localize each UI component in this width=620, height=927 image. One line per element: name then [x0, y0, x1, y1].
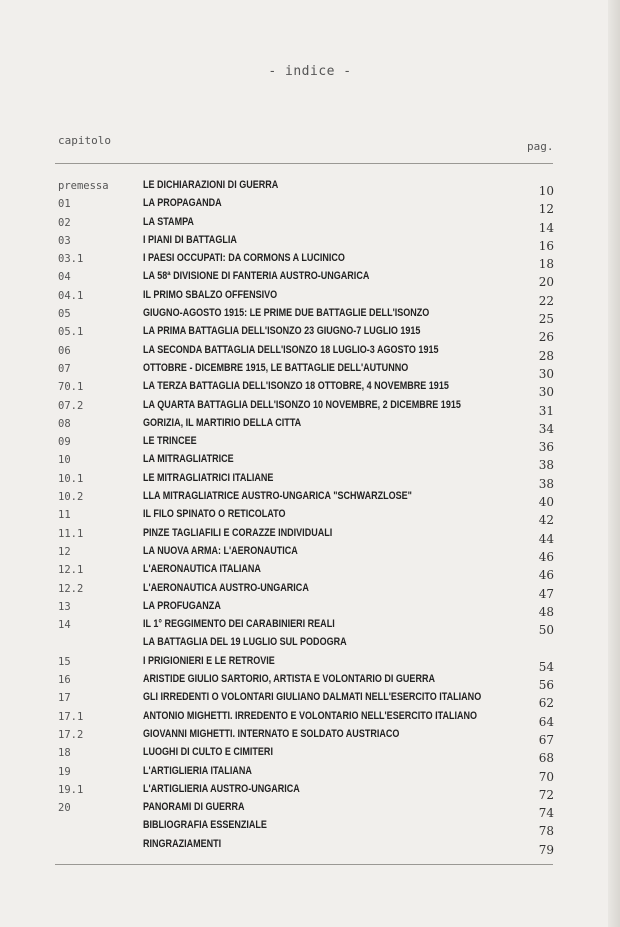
chapter-number: premessa [58, 180, 109, 192]
toc-entry [0, 691, 620, 709]
toc-entry [0, 216, 620, 234]
toc-entry [0, 508, 620, 526]
toc-entry [0, 307, 620, 325]
chapter-number: 17.2 [58, 728, 84, 741]
chapter-title: LA PROFUGANZA [143, 599, 221, 612]
page-number: 12 [538, 202, 554, 217]
toc-entry [0, 362, 620, 380]
chapter-number: 05.1 [58, 326, 84, 339]
chapter-title: BIBLIOGRAFIA ESSENZIALE [143, 819, 267, 832]
chapter-number: 07 [58, 362, 71, 375]
page-number: 22 [538, 293, 554, 308]
toc-entry [0, 545, 620, 563]
chapter-title: IL 1° REGGIMENTO DEI CARABINIERI REALI [143, 618, 335, 631]
toc-entry [0, 746, 620, 764]
toc-entry [0, 728, 620, 746]
page-number: 10 [538, 184, 554, 198]
page-number: 50 [538, 623, 554, 638]
toc-entry [0, 618, 620, 636]
chapter-title: GIOVANNI MIGHETTI. INTERNATO E SOLDATO AUSTRIACO [143, 727, 400, 740]
chapter-number: 10 [58, 454, 71, 467]
chapter-title: IL FILO SPINATO O RETICOLATO [143, 508, 286, 521]
page-number: 46 [538, 568, 554, 583]
page-number: 47 [538, 586, 554, 601]
toc-entry [0, 399, 620, 417]
chapter-title: LA BATTAGLIA DEL 19 LUGLIO SUL PODOGRA [143, 636, 347, 649]
chapter-number: 19 [58, 765, 71, 778]
table-of-contents [0, 179, 620, 856]
chapter-number: 11.1 [58, 527, 84, 540]
page-number: 26 [538, 330, 554, 345]
chapter-title: L'ARTIGLIERIA ITALIANA [143, 764, 252, 777]
page-title: - indice - [268, 64, 352, 79]
page-number: 46 [538, 549, 554, 564]
page-number: 48 [538, 604, 554, 619]
chapter-title: LA PRIMA BATTAGLIA DELL'ISONZO 23 GIUGNO-7 LUGLIO 1915 [143, 325, 421, 338]
chapter-title: LLA MITRAGLIATRICE AUSTRO-UNGARICA "SCHWARZLOSE" [143, 490, 412, 503]
toc-entry [0, 179, 620, 197]
page-number: 16 [538, 238, 554, 253]
page-number: 20 [538, 275, 554, 290]
chapter-title: LA MITRAGLIATRICE [143, 453, 234, 466]
chapter-number: 04.1 [58, 289, 84, 302]
chapter-number: 09 [58, 436, 71, 449]
page-number: 36 [538, 440, 554, 455]
chapter-title: L'AERONAUTICA ITALIANA [143, 563, 261, 576]
toc-entry [0, 636, 620, 654]
chapter-number: 18 [58, 747, 71, 760]
toc-entry [0, 838, 620, 856]
chapter-number: 07.2 [58, 399, 84, 412]
top-divider [55, 163, 553, 164]
page-number: 70 [538, 769, 554, 784]
chapter-number: 19.1 [58, 783, 84, 796]
page-number: 30 [538, 385, 554, 400]
chapter-title: PANORAMI DI GUERRA [143, 801, 245, 814]
chapter-title: GLI IRREDENTI O VOLONTARI GIULIANO DALMATI NELL'ESERCITO ITALIANO [143, 691, 482, 704]
page-number: 72 [538, 787, 554, 802]
page-number: 38 [538, 476, 554, 491]
page-number: 31 [538, 403, 554, 418]
chapter-number: 03 [58, 234, 71, 247]
page-number: 34 [538, 421, 554, 436]
page-number: 40 [538, 495, 554, 510]
bottom-divider [55, 864, 553, 865]
chapter-number: 10.1 [58, 472, 84, 485]
toc-entry [0, 417, 620, 435]
toc-entry [0, 344, 620, 362]
page-number: 44 [538, 531, 554, 546]
chapter-title: LA 58ª DIVISIONE DI FANTERIA AUSTRO-UNGARICA [143, 270, 370, 283]
toc-entry [0, 582, 620, 600]
toc-entry [0, 289, 620, 307]
toc-entry [0, 527, 620, 545]
page-number: 74 [538, 806, 554, 821]
toc-entry [0, 234, 620, 252]
chapter-title: LE MITRAGLIATRICI ITALIANE [143, 471, 274, 484]
chapter-number: 20 [58, 802, 71, 815]
chapter-number: 11 [58, 509, 71, 522]
chapter-number: 12.2 [58, 582, 84, 595]
toc-entry [0, 655, 620, 673]
toc-entry [0, 490, 620, 508]
page-number: 30 [538, 366, 554, 381]
chapter-number: 08 [58, 417, 71, 430]
chapter-title: LE DICHIARAZIONI DI GUERRA [143, 179, 279, 191]
chapter-title: OTTOBRE - DICEMBRE 1915, LE BATTAGLIE DELL'AUTUNNO [143, 361, 409, 374]
chapter-title: IL PRIMO SBALZO OFFENSIVO [143, 288, 278, 301]
chapter-number: 03.1 [58, 253, 84, 266]
page-column-header: pag. [527, 140, 554, 153]
page-number: 38 [538, 458, 554, 473]
page-number: 42 [538, 513, 554, 528]
page-number: 68 [538, 751, 554, 766]
toc-entry [0, 600, 620, 618]
chapter-number: 70.1 [58, 381, 84, 394]
chapter-number: 01 [58, 198, 71, 211]
page-number: 79 [538, 842, 554, 857]
chapter-title: ARISTIDE GIULIO SARTORIO, ARTISTA E VOLONTARIO DI GUERRA [143, 673, 435, 686]
page-number: 18 [538, 257, 554, 272]
chapter-number: 06 [58, 344, 71, 357]
chapter-title: LUOGHI DI CULTO E CIMITERI [143, 746, 273, 759]
chapter-title: LA TERZA BATTAGLIA DELL'ISONZO 18 OTTOBRE, 4 NOVEMBRE 1915 [143, 380, 449, 393]
chapter-title: GIUGNO-AGOSTO 1915: LE PRIME DUE BATTAGLIE DELL'ISONZO [143, 307, 430, 320]
chapter-title: LE TRINCEE [143, 435, 197, 448]
page-number: 28 [538, 348, 554, 363]
toc-entry [0, 765, 620, 783]
toc-entry [0, 801, 620, 819]
chapter-number: 02 [58, 216, 71, 229]
chapter-number: 05 [58, 308, 71, 321]
chapter-title: I PIANI DI BATTAGLIA [143, 233, 237, 246]
chapter-title: LA PROPAGANDA [143, 197, 222, 210]
chapter-title: I PRIGIONIERI E LE RETROVIE [143, 654, 275, 667]
page-number: 78 [538, 824, 554, 839]
chapter-number: 10.2 [58, 491, 84, 504]
toc-entry [0, 673, 620, 691]
toc-entry [0, 819, 620, 837]
page-number: 56 [538, 678, 554, 693]
chapter-title: L'ARTIGLIERIA AUSTRO-UNGARICA [143, 782, 300, 795]
chapter-number: 12.1 [58, 564, 84, 577]
chapter-title: LA QUARTA BATTAGLIA DELL'ISONZO 10 NOVEMBRE, 2 DICEMBRE 1915 [143, 398, 461, 411]
toc-entry [0, 270, 620, 288]
chapter-title: I PAESI OCCUPATI: DA CORMONS A LUCINICO [143, 252, 345, 265]
page-number: 54 [538, 659, 554, 674]
chapter-column-header: capitolo [58, 134, 111, 147]
toc-entry [0, 197, 620, 215]
page-number: 67 [538, 732, 554, 747]
chapter-title: GORIZIA, IL MARTIRIO DELLA CITTA [143, 416, 302, 429]
page-number: 64 [538, 714, 554, 729]
toc-entry [0, 435, 620, 453]
chapter-number: 14 [58, 619, 71, 632]
chapter-title: RINGRAZIAMENTI [143, 837, 222, 850]
chapter-number: 13 [58, 600, 71, 613]
toc-entry [0, 783, 620, 801]
toc-entry [0, 325, 620, 343]
chapter-number: 12 [58, 545, 71, 558]
page-number: 25 [538, 312, 554, 327]
chapter-title: LA SECONDA BATTAGLIA DELL'ISONZO 18 LUGLIO-3 AGOSTO 1915 [143, 343, 439, 356]
toc-entry [0, 252, 620, 270]
page-number: 14 [538, 220, 554, 235]
chapter-title: PINZE TAGLIAFILI E CORAZZE INDIVIDUALI [143, 526, 333, 539]
toc-entry [0, 453, 620, 471]
toc-entry [0, 380, 620, 398]
page-number: 62 [538, 696, 554, 711]
toc-entry [0, 472, 620, 490]
chapter-number: 04 [58, 271, 71, 284]
chapter-title: ANTONIO MIGHETTI. IRREDENTO E VOLONTARIO NELL'ESERCITO ITALIANO [143, 709, 478, 722]
chapter-title: LA STAMPA [143, 215, 194, 228]
toc-entry [0, 563, 620, 581]
chapter-number: 17.1 [58, 710, 84, 723]
chapter-number: 17 [58, 692, 71, 705]
chapter-title: LA NUOVA ARMA: L'AERONAUTICA [143, 544, 298, 557]
chapter-number: 16 [58, 674, 71, 687]
chapter-title: L'AERONAUTICA AUSTRO-UNGARICA [143, 581, 309, 594]
toc-entry [0, 710, 620, 728]
chapter-number: 15 [58, 655, 71, 668]
